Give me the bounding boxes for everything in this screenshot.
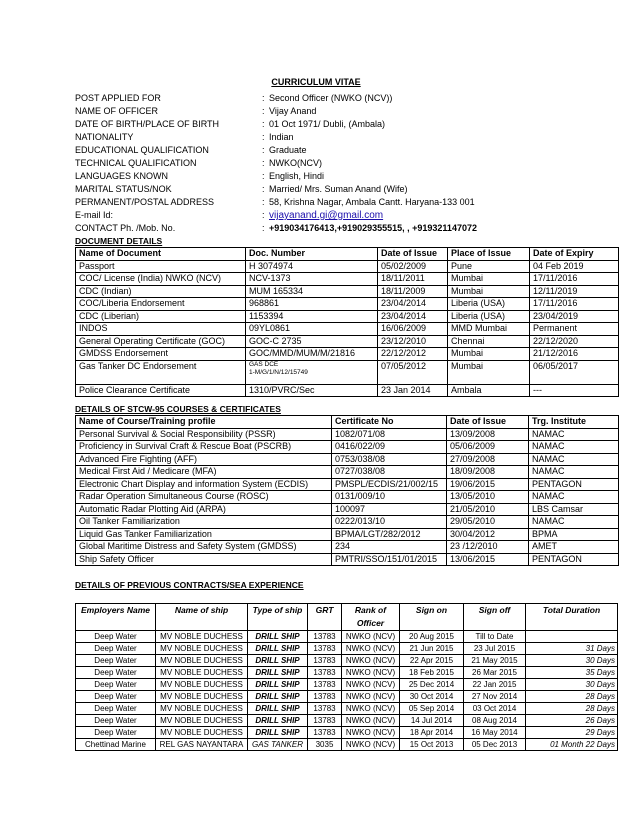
column-header: Employers Name [76, 604, 156, 631]
column-header: Name of Document [76, 248, 246, 261]
table-row: COC/Liberia Endorsement 968861 23/04/2014 Liberia (USA) 17/11/2016 [76, 298, 619, 311]
table-row: Deep Water MV NOBLE DUCHESS DRILL SHIP 13783 NWKO (NCV) 22 Apr 2015 21 May 2015 30 Days [76, 655, 618, 667]
contact-row: CONTACT Ph. /Mob. No. : +919034176413,+919029355515, , +919321147072 [75, 223, 477, 233]
email-link[interactable]: vijayanand.gi@gmail.com [269, 210, 384, 221]
table-row: Personal Survival & Social Responsibility (PSSR) 1082/071/08 13/09/2008 NAMAC [76, 428, 619, 441]
table-row: Automatic Radar Plotting Aid (ARPA) 100097 21/05/2010 LBS Camsar [76, 503, 619, 516]
table-row: Deep Water MV NOBLE DUCHESS DRILL SHIP 13783 NWKO (NCV) 18 Feb 2015 26 Mar 2015 35 Days [76, 667, 618, 679]
table-row: Deep Water MV NOBLE DUCHESS DRILL SHIP 13783 NWKO (NCV) 05 Sep 2014 03 Oct 2014 28 Days [76, 703, 618, 715]
table-row: Liquid Gas Tanker Familiarization BPMA/LGT/282/2012 30/04/2012 BPMA [76, 528, 619, 541]
page-title: CURRICULUM VITAE [271, 77, 361, 87]
table-row: Deep Water MV NOBLE DUCHESS DRILL SHIP 13783 NWKO (NCV) 20 Aug 2015 Till to Date [76, 631, 618, 643]
table-row: Ship Safety Officer PMTRI/SSO/151/01/2015 13/06/2015 PENTAGON [76, 553, 619, 566]
table-row: CDC (Indian) MUM 165334 18/11/2009 Mumbai 12/11/2019 [76, 285, 619, 298]
table-row: GMDSS Endorsement GOC/MMD/MUM/M/21816 22/12/2012 Mumbai 21/12/2016 [76, 348, 619, 361]
table-header-row [76, 416, 619, 429]
column-header: Date of Issue [378, 248, 448, 261]
table-row: Deep Water MV NOBLE DUCHESS DRILL SHIP 13783 NWKO (NCV) 25 Dec 2014 22 Jan 2015 30 Days [76, 679, 618, 691]
column-header: Date of Expiry [530, 248, 619, 261]
info-row: POST APPLIED FOR : Second Officer (NWKO (NCV)) [75, 93, 393, 103]
info-row: NATIONALITY : Indian [75, 132, 294, 142]
column-header: Name of Course/Training profile [76, 416, 332, 429]
info-row: EDUCATIONAL QUALIFICATION : Graduate [75, 145, 307, 155]
table-row: Radar Operation Simultaneous Course (ROSC) 0131/009/10 13/05/2010 NAMAC [76, 491, 619, 504]
experience-table [75, 603, 618, 751]
table-header-row [76, 248, 619, 261]
table-row: Deep Water MV NOBLE DUCHESS DRILL SHIP 13783 NWKO (NCV) 21 Jun 2015 23 Jul 2015 31 Days [76, 643, 618, 655]
column-header: Place of Issue [448, 248, 530, 261]
column-header: Sign off [464, 604, 526, 631]
table-row: Deep Water MV NOBLE DUCHESS DRILL SHIP 13783 NWKO (NCV) 30 Oct 2014 27 Nov 2014 28 Days [76, 691, 618, 703]
experience-heading: DETAILS OF PREVIOUS CONTRACTS/SEA EXPERIENCE [75, 580, 304, 590]
table-header-row [76, 604, 618, 631]
table-row: Deep Water MV NOBLE DUCHESS DRILL SHIP 13783 NWKO (NCV) 14 Jul 2014 08 Aug 2014 26 Days [76, 715, 618, 727]
table-row: Passport H 3074974 05/02/2009 Pune 04 Feb 2019 [76, 260, 619, 273]
column-header: Name of ship [156, 604, 248, 631]
table-row: COC/ License (India) NWKO (NCV) NCV-1373 18/11/2011 Mumbai 17/11/2016 [76, 273, 619, 286]
table-row: Proficiency in Survival Craft & Rescue Boat (PSCRB) 0416/022/09 05/06/2009 NAMAC [76, 441, 619, 454]
column-header: Doc. Number [246, 248, 378, 261]
table-row: Deep Water MV NOBLE DUCHESS DRILL SHIP 13783 NWKO (NCV) 18 Apr 2014 16 May 2014 29 Days [76, 727, 618, 739]
info-row: MARITAL STATUS/NOK : Married/ Mrs. Suman Anand (Wife) [75, 184, 408, 194]
table-row: Global Maritime Distress and Safety System (GMDSS) 234 23 /12/2010 AMET [76, 541, 619, 554]
column-header: Trg. Institute [529, 416, 619, 429]
column-header: Total Duration [526, 604, 618, 631]
table-row: Medical First Aid / Medicare (MFA) 0727/038/08 18/09/2008 NAMAC [76, 466, 619, 479]
table-row: Advanced Fire Fighting (AFF) 0753/038/08 27/09/2008 NAMAC [76, 453, 619, 466]
column-header: Certificate No [332, 416, 447, 429]
table-row: CDC (Liberian) 1153394 23/04/2014 Liberia (USA) 23/04/2019 [76, 310, 619, 323]
table-row: Chettinad Marine REL GAS NAYANTARA GAS TANKER 3035 NWKO (NCV) 15 Oct 2013 05 Dec 2013 01 Month 22 Days [76, 739, 618, 751]
column-header: Rank of Officer [342, 604, 400, 631]
table-row: Electronic Chart Display and information System (ECDIS) PMSPL/ECDIS/21/002/15 19/06/2015 PENTAGON [76, 478, 619, 491]
table-row: Police Clearance Certificate 1310/PVRC/Sec 23 Jan 2014 Ambala --- [76, 384, 619, 397]
table-row: Oil Tanker Familiarization 0222/013/10 29/05/2010 NAMAC [76, 516, 619, 529]
table-row: General Operating Certificate (GOC) GOC-C 2735 23/12/2010 Chennai 22/12/2020 [76, 335, 619, 348]
info-row: PERMANENT/POSTAL ADDRESS : 58, Krishna Nagar, Ambala Cantt. Haryana-133 001 [75, 197, 475, 207]
courses-table [75, 415, 619, 566]
document-table [75, 247, 619, 397]
column-header: Type of ship [248, 604, 308, 631]
info-row: LANGUAGES KNOWN : English, Hindi [75, 171, 325, 181]
info-row: NAME OF OFFICER : Vijay Anand [75, 106, 317, 116]
column-header: Sign on [400, 604, 464, 631]
column-header: Date of Issue [447, 416, 529, 429]
info-row: TECHNICAL QUALIFICATION : NWKO(NCV) [75, 158, 322, 168]
contact-numbers: +919034176413,+919029355515, , +919321147072 [269, 223, 477, 233]
table-row: Gas Tanker DC Endorsement GAS DCE 1-M/G/1/N/12/15749 07/05/2012 Mumbai 06/05/2017 [76, 360, 619, 384]
column-header: GRT [308, 604, 342, 631]
table-row: INDOS 09YL0861 16/06/2009 MMD Mumbai Permanent [76, 323, 619, 336]
personal-details [75, 92, 595, 235]
courses-heading: DETAILS OF STCW-95 COURSES & CERTIFICATES [75, 404, 281, 414]
email-row: E-mail Id: : vijayanand.gi@gmail.com [75, 210, 384, 221]
document-details-heading: DOCUMENT DETAILS [75, 236, 163, 246]
info-row: DATE OF BIRTH/PLACE OF BIRTH : 01 Oct 1971/ Dubli, (Ambala) [75, 119, 386, 129]
